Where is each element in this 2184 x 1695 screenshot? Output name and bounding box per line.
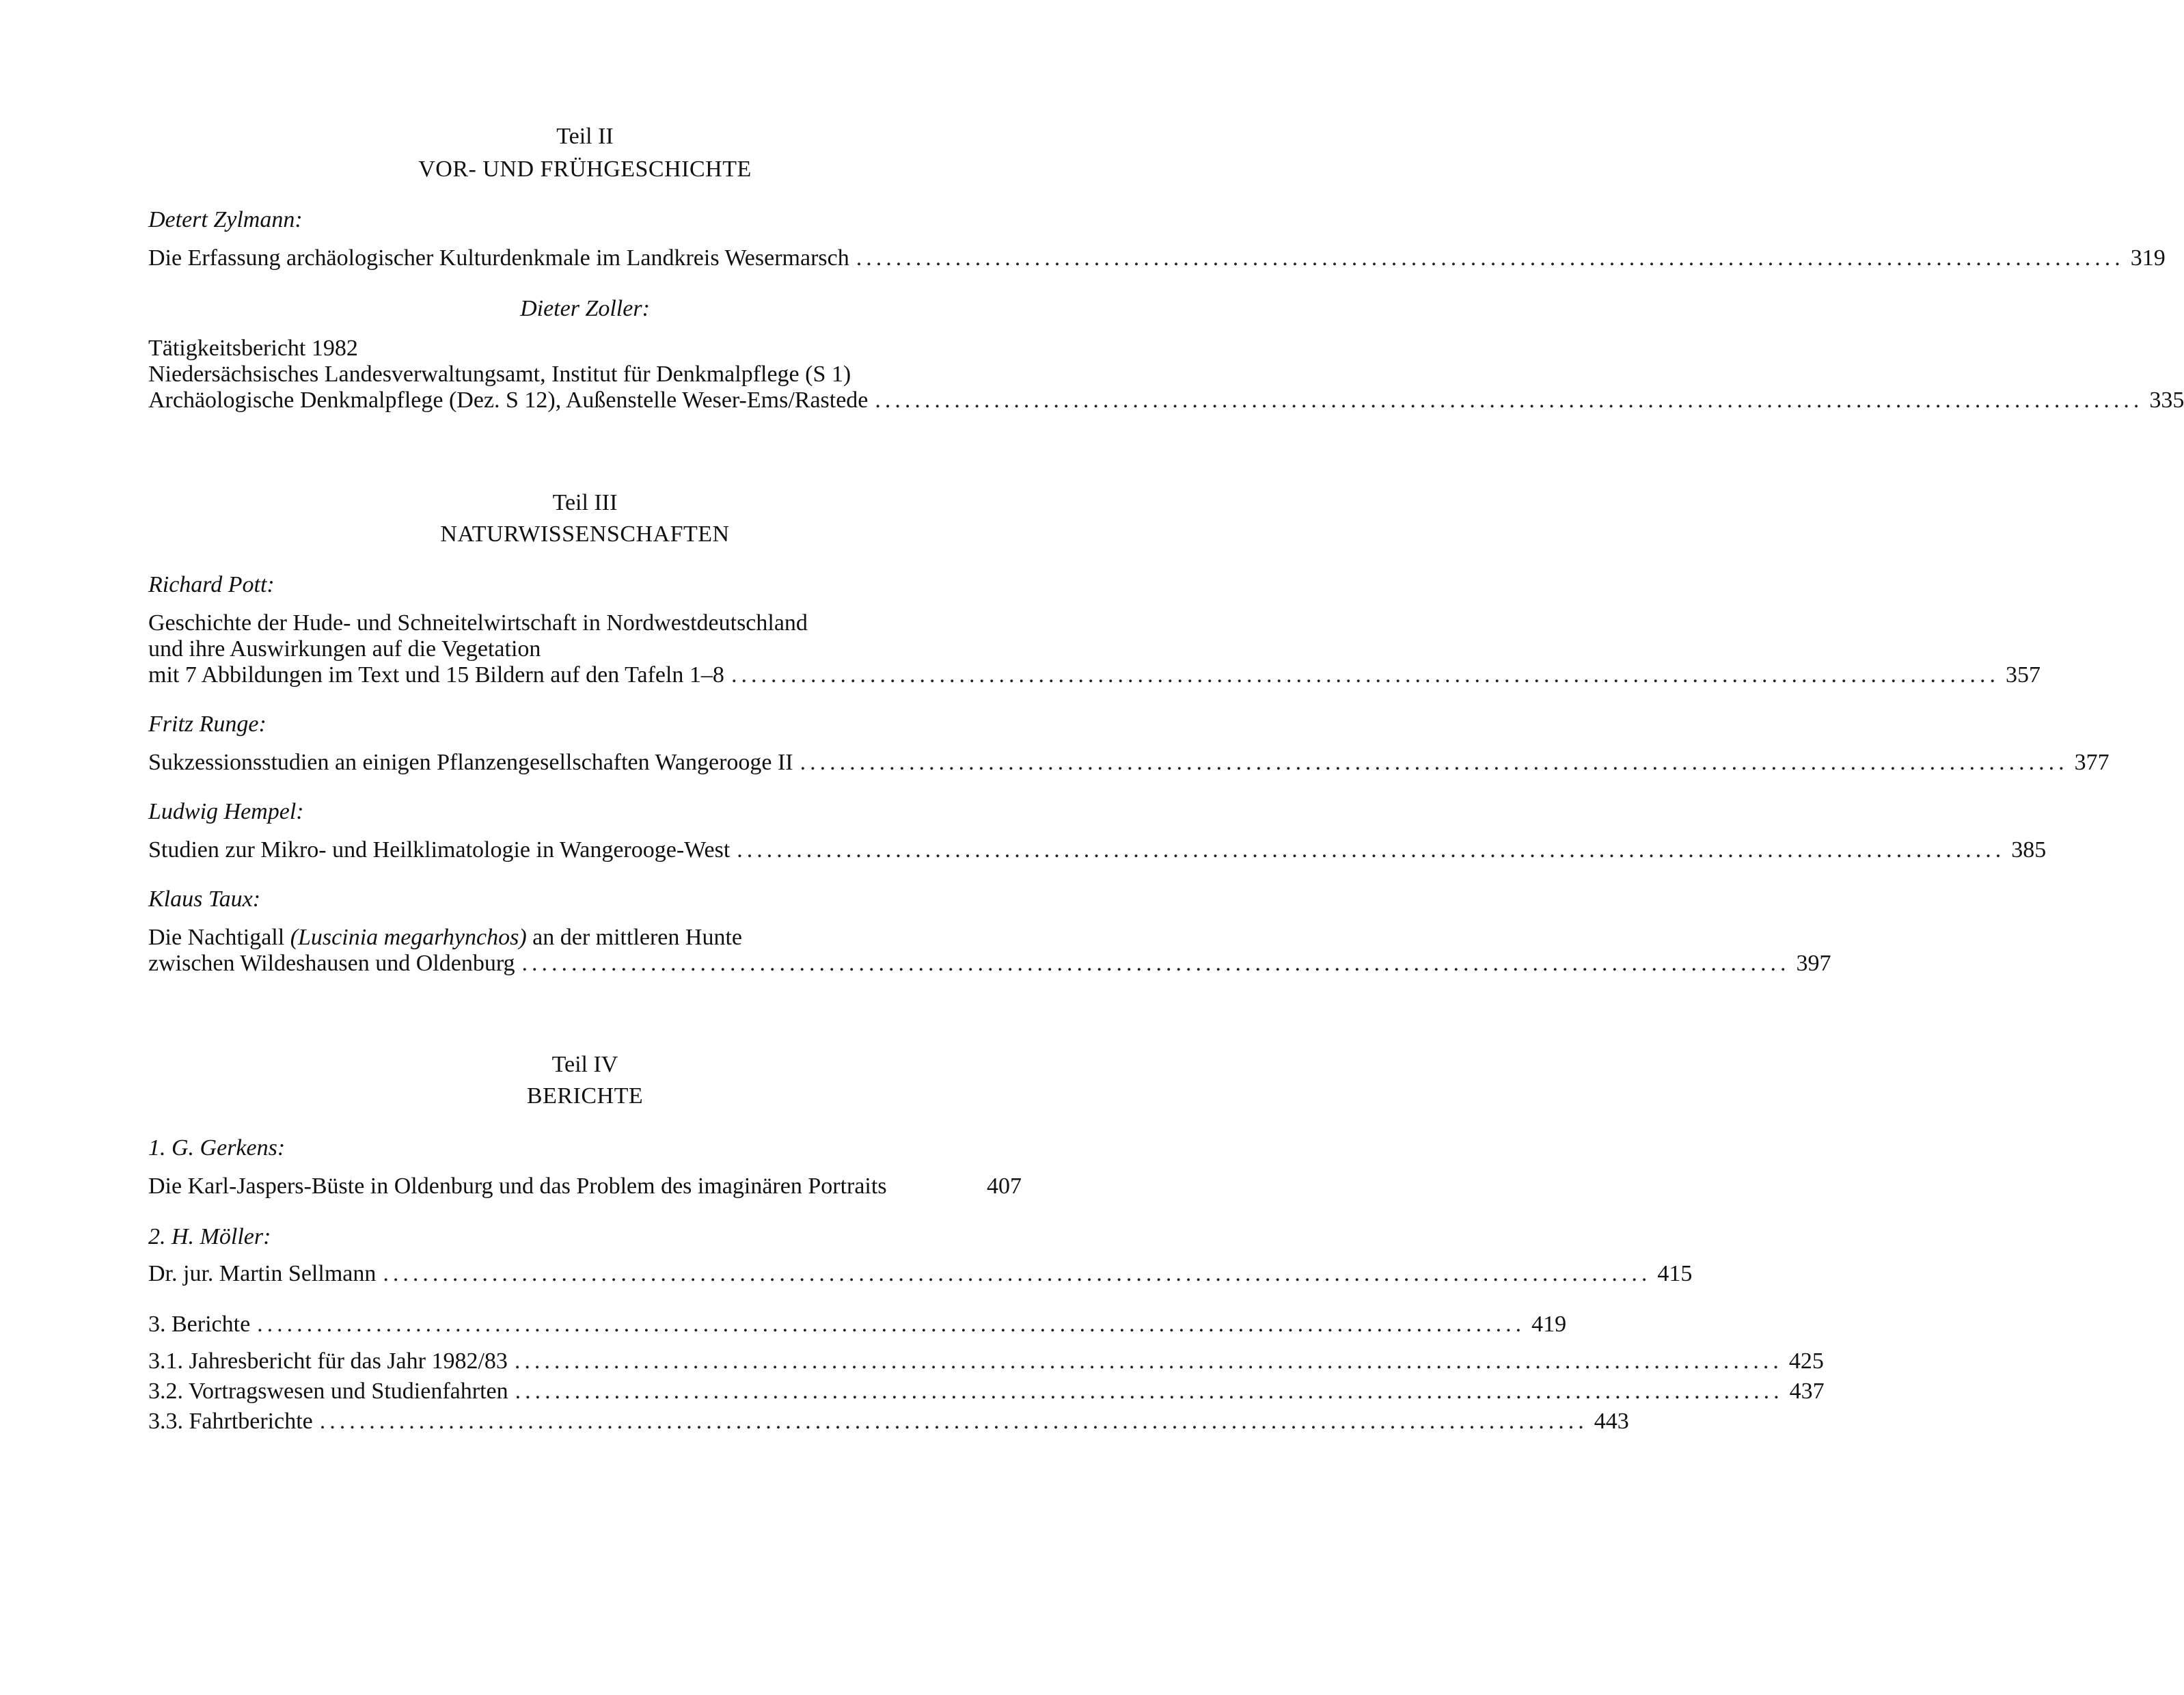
toc-entry-jahresbericht[interactable] [148, 1348, 1824, 1375]
part-3-label: Teil III [552, 490, 618, 515]
entry-title: Die Karl-Jaspers-Büste in Oldenburg und das Problem des imaginären Portraits [148, 1174, 887, 1199]
species-name: (Luscinia megarhynchos) [290, 925, 527, 950]
entry-title: zwischen Wildeshausen und Oldenburg [148, 951, 515, 976]
page-number: 419 [1531, 1312, 1567, 1337]
toc-entry-vortragswesen[interactable] [148, 1378, 1825, 1405]
entry-title: Studien zur Mikro- und Heilklimatologie in Wangerooge-West [148, 837, 731, 863]
toc-entry-kulturdenkmale[interactable] [148, 245, 2166, 272]
page-number: 407 [987, 1174, 1022, 1199]
author-zylmann: Detert Zylmann: [148, 207, 303, 232]
entry-line: Niedersächsisches Landesverwaltungsamt, Institut für Denkmalpflege (S 1) [148, 362, 851, 387]
entry-title: 3.1. Jahresbericht für das Jahr 1982/83 [148, 1348, 508, 1374]
page-number: 397 [1796, 951, 1831, 976]
entry-title: Archäologische Denkmalpflege (Dez. S 12), Außenstelle Weser-Ems/Rastede [148, 388, 869, 413]
page-number: 437 [1789, 1379, 1825, 1404]
entry-title: 3.2. Vortragswesen und Studienfahrten [148, 1379, 508, 1404]
page-number: 425 [1788, 1348, 1824, 1374]
dot-leader: ................................................................................................................................ [257, 1312, 1526, 1337]
toc-entry-heilklimatologie[interactable] [148, 837, 2047, 864]
entry-title: Dr. jur. Martin Sellmann [148, 1261, 377, 1286]
toc-entry-sukzessionsstudien[interactable] [148, 749, 2110, 776]
entry-line: Tätigkeitsbericht 1982 [148, 336, 358, 361]
author-taux: Klaus Taux: [148, 886, 261, 912]
author-hempel: Ludwig Hempel: [148, 799, 304, 824]
dot-leader: ................................................................................................................................ [521, 951, 1790, 976]
toc-entry-jaspers-bueste[interactable] [148, 1173, 1022, 1200]
toc-entry-hude-schneitelwirtschaft[interactable] [148, 662, 2040, 689]
dot-leader: ................................................................................................................................ [514, 1348, 1783, 1374]
dot-leader: ................................................................................................................................ [800, 750, 2069, 775]
author-zoller: Dieter Zoller: [520, 296, 650, 321]
dot-leader: ................................................................................................................................ [737, 837, 2006, 863]
entry-title: Die Erfassung archäologischer Kulturdenkmale im Landkreis Wesermarsch [148, 245, 849, 271]
part-2-label: Teil II [556, 124, 614, 149]
author-gerkens: 1. G. Gerkens: [148, 1135, 286, 1161]
toc-entry-taetigkeitsbericht[interactable] [148, 387, 2184, 414]
page-number: 415 [1657, 1261, 1693, 1286]
toc-entry-sellmann[interactable] [148, 1260, 1693, 1288]
entry-text: Die Nachtigall [148, 925, 290, 950]
author-pott: Richard Pott: [148, 572, 275, 597]
dot-leader: ................................................................................................................................ [856, 245, 2125, 271]
entry-text: an der mittleren Hunte [526, 925, 742, 950]
part-3-title: NATURWISSENSCHAFTEN [440, 521, 730, 547]
author-runge: Fritz Runge: [148, 711, 267, 737]
dot-leader: ................................................................................................................................ [731, 662, 1999, 688]
part-4-label: Teil IV [551, 1052, 618, 1077]
dot-leader: ................................................................................................................................ [515, 1379, 1784, 1404]
page-number: 319 [2130, 245, 2166, 271]
entry-title: 3. Berichte [148, 1312, 251, 1337]
entry-line: Geschichte der Hude- und Schneitelwirtschaft in Nordwestdeutschland [148, 610, 808, 636]
entry-title: 3.3. Fahrtberichte [148, 1409, 313, 1434]
entry-title: mit 7 Abbildungen im Text und 15 Bildern auf den Tafeln 1–8 [148, 662, 724, 688]
part-4-title: BERICHTE [526, 1083, 644, 1109]
entry-line [148, 924, 1022, 951]
page-number: 443 [1594, 1409, 1629, 1434]
toc-entry-fahrtberichte[interactable] [148, 1408, 1629, 1435]
dot-leader: ................................................................................................................................ [319, 1409, 1588, 1434]
part-2-title: VOR- UND FRÜHGESCHICHTE [418, 157, 752, 182]
toc-entry-nachtigall[interactable] [148, 950, 1831, 977]
author-moeller: 2. H. Möller: [148, 1224, 271, 1249]
entry-title: Sukzessionsstudien an einigen Pflanzengesellschaften Wangerooge II [148, 750, 793, 775]
entry-line: und ihre Auswirkungen auf die Vegetation [148, 636, 541, 662]
page-number: 357 [2005, 662, 2040, 688]
toc-entry-berichte[interactable] [148, 1311, 1567, 1338]
dot-leader: ................................................................................................................................ [875, 388, 2144, 413]
dot-leader: ................................................................................................................................ [383, 1261, 1652, 1286]
page-number: 377 [2074, 750, 2110, 775]
page-number: 335 [2149, 388, 2184, 413]
page-number: 385 [2011, 837, 2047, 863]
